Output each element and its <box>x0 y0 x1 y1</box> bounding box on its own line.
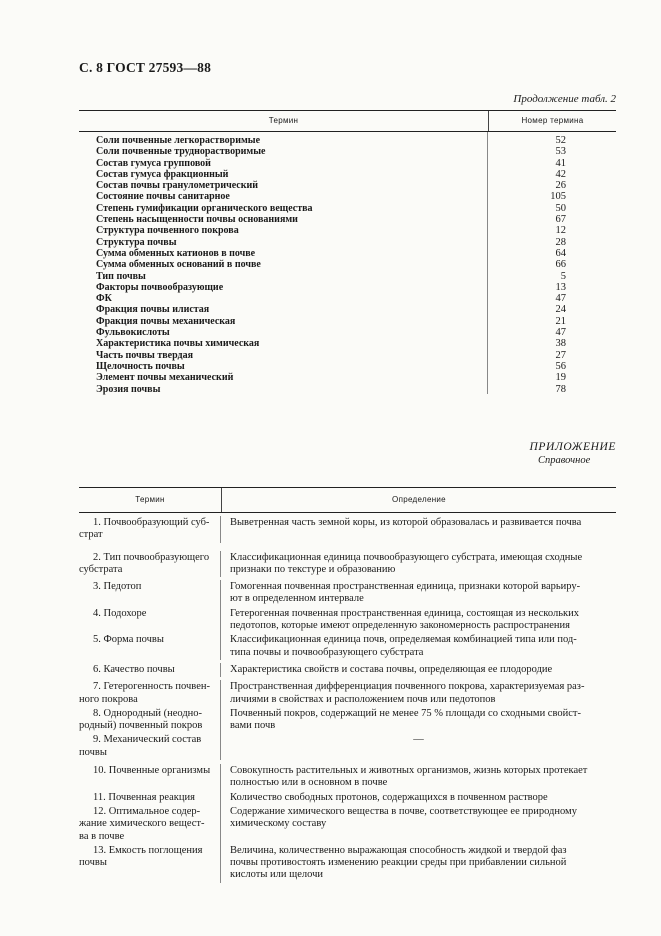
definition-text <box>221 707 616 734</box>
definition-term-line: ва в почве <box>79 830 125 842</box>
index-term-number: 21 <box>555 315 566 327</box>
definition-term-line: 3. Педотоп <box>93 581 142 593</box>
definition-term-line: 12. Оптимальное содер- <box>93 805 201 817</box>
definition-term-line: 13. Емкость поглощения <box>93 844 203 856</box>
index-term-number: 19 <box>555 372 566 384</box>
column-header-term: Термин <box>79 111 489 131</box>
index-term: Фульвокислоты <box>96 327 170 339</box>
index-term-number: 24 <box>555 304 566 316</box>
definition-row <box>79 707 616 734</box>
column-header-definition: Определение <box>392 495 446 504</box>
index-term: Факторы почвообразующие <box>96 281 224 293</box>
definition-text <box>221 516 616 543</box>
definition-text-line: типа почвы и почвообразующего субстрата <box>230 646 424 658</box>
definition-term-line: родный) почвенный покров <box>79 720 203 732</box>
index-term-number: 26 <box>555 180 566 192</box>
index-term-number: 66 <box>555 259 566 271</box>
index-term-number: 67 <box>555 214 566 226</box>
definition-row <box>79 844 616 883</box>
index-term: Состояние почвы санитарное <box>96 191 230 203</box>
index-term-number: 27 <box>555 349 566 361</box>
definition-text-line: полностью или в основном в почве <box>230 777 388 789</box>
index-term: Состав почвы гранулометрический <box>96 180 259 192</box>
index-term: Соли почвенные легкорастворимые <box>96 135 261 146</box>
definition-text <box>221 580 616 607</box>
definition-text-line: вами почв <box>230 720 276 732</box>
definition-term-line: 1. Почвообразующий суб- <box>93 517 210 528</box>
definition-text <box>221 733 616 760</box>
definition-text <box>221 680 616 707</box>
definition-term-line: 8. Однородный (неодно- <box>93 707 203 719</box>
definition-term-line: 11. Почвенная реакция <box>93 791 195 803</box>
index-term: Элемент почвы механический <box>96 372 234 384</box>
definition-row <box>79 764 616 791</box>
definition-term <box>79 764 221 791</box>
definition-text-line: — <box>413 734 424 746</box>
definition-text-line: педотопов, которые имеют определенную закономерность распространения <box>230 620 570 632</box>
index-term: Структура почвенного покрова <box>96 225 239 237</box>
definition-term-line: 9. Механический состав <box>93 734 202 746</box>
column-header-number: Номер термина <box>521 116 584 125</box>
definition-term <box>79 633 221 660</box>
definition-text <box>221 633 616 660</box>
index-term-number: 5 <box>560 270 566 282</box>
index-term: Сумма обменных катионов в почве <box>96 247 256 259</box>
definition-term <box>79 791 221 805</box>
definition-text-line: Содержание химического вещества в почве, соответствующее ее природному <box>230 805 577 817</box>
index-term-number: 50 <box>555 202 566 214</box>
terms-index-header <box>79 110 616 132</box>
index-term-number: 105 <box>550 191 566 203</box>
definition-term-line: ного покрова <box>79 693 138 705</box>
index-term-number: 38 <box>555 338 566 350</box>
index-term: Соли почвенные труднорастворимые <box>96 146 266 158</box>
index-term-number: 47 <box>555 293 566 305</box>
terms-index-body <box>79 132 616 395</box>
definition-text-line: Гомогенная почвенная пространственная единица, признаки которой варьиру- <box>230 581 581 593</box>
index-term: Фракция почвы механическая <box>96 315 236 327</box>
definition-term <box>79 844 221 883</box>
terms-index-table <box>79 110 616 395</box>
definition-term-line: 5. Форма почвы <box>93 634 164 646</box>
definition-text-line: Гетерогенная почвенная пространственная единица, состоящая из нескольких <box>230 607 579 619</box>
definition-term-line: 2. Тип почвообразующего <box>93 551 210 563</box>
definition-term-line: почвы <box>79 746 107 758</box>
definition-text <box>221 844 616 883</box>
index-term-number: 13 <box>555 281 566 293</box>
definition-row <box>79 663 616 680</box>
definition-text-line: Величина, количественно выражающая способность жидкой и твердой фаз <box>230 844 567 856</box>
definition-text-line: Пространственная дифференциация почвенного покрова, характеризуемая раз- <box>230 681 585 693</box>
definition-term <box>79 663 221 677</box>
definition-text <box>221 764 616 791</box>
definition-text-line: почвы противостоять изменению реакции среды при прибавлении сильной <box>230 857 567 869</box>
definitions-header <box>79 487 616 513</box>
definition-text-line: Почвенный покров, содержащий не менее 75 % площади со сходными свойст- <box>230 707 581 719</box>
definition-row <box>79 607 616 634</box>
definition-row <box>79 733 616 764</box>
definition-row <box>79 633 616 663</box>
definition-term-line: жание химического вещест- <box>79 818 205 830</box>
definition-row <box>79 580 616 607</box>
index-term-number: 12 <box>555 225 566 237</box>
definition-term-line: почвы <box>79 857 107 869</box>
definition-term <box>79 580 221 607</box>
definition-term-line: 7. Гетерогенность почвен- <box>93 681 210 693</box>
definition-text-line: личиями в свойствах и расположением почв или педотопов <box>230 693 496 705</box>
appendix-subtitle: Справочное <box>538 455 591 466</box>
definition-term <box>79 551 221 578</box>
index-term: Состав гумуса фракционный <box>96 168 229 180</box>
definition-term-line: 6. Качество почвы <box>93 663 175 675</box>
index-term: Часть почвы твердая <box>96 349 193 361</box>
definitions-table <box>79 487 616 883</box>
definition-text-line: признаки по текстуре и образованию <box>230 563 396 575</box>
index-term: Состав гумуса групповой <box>96 157 211 169</box>
index-term-number: 64 <box>555 247 566 259</box>
definition-text-line: Классификационная единица почвообразующего субстрата, имеющая сходные <box>230 551 583 563</box>
index-term: Фракция почвы илистая <box>96 304 210 316</box>
index-term: Эрозия почвы <box>96 383 161 395</box>
definition-text-line: Совокупность растительных и животных организмов, жизнь которых протекает <box>230 765 588 777</box>
index-term-number: 52 <box>555 135 566 146</box>
terms-column <box>79 132 488 394</box>
definition-term <box>79 805 221 844</box>
definition-text-line: кислоты или щелочи <box>230 869 323 881</box>
definition-row <box>79 680 616 707</box>
definition-text <box>221 805 616 844</box>
column-header-term: Термин <box>79 488 222 512</box>
definitions-body <box>79 513 616 883</box>
definition-term <box>79 680 221 707</box>
index-term-number: 56 <box>555 360 566 372</box>
definition-term-line: субстрата <box>79 563 123 575</box>
index-term-number: 47 <box>555 327 566 339</box>
page-header: С. 8 ГОСТ 27593—88 <box>79 60 212 75</box>
index-term-number: 28 <box>555 236 566 248</box>
definition-text <box>221 791 616 805</box>
index-term: Щелочность почвы <box>96 360 185 372</box>
definition-term-line: страт <box>79 529 103 541</box>
table-continuation-note: Продолжение табл. 2 <box>513 93 616 105</box>
definition-row <box>79 551 616 581</box>
definition-row <box>79 791 616 805</box>
definition-term-line: 10. Почвенные организмы <box>93 765 211 777</box>
definition-text-line: Характеристика свойств и состава почвы, определяющая ее плодородие <box>230 663 553 675</box>
index-term-number: 41 <box>555 157 566 169</box>
index-term-number: 42 <box>555 168 566 180</box>
definition-text-line: ют в определенном интервале <box>230 593 364 605</box>
index-term-number: 53 <box>555 146 566 158</box>
definition-term <box>79 733 221 760</box>
definition-text-line: Классификационная единица почв, определяемая комбинацией типа или под- <box>230 634 577 646</box>
definition-text <box>221 551 616 578</box>
numbers-column <box>488 132 616 395</box>
index-term: Тип почвы <box>96 270 146 282</box>
definition-term <box>79 607 221 634</box>
definition-term <box>79 707 221 734</box>
definition-row <box>79 805 616 844</box>
index-term: Степень насыщенности почвы основаниями <box>96 214 298 226</box>
index-term-number: 78 <box>555 383 566 395</box>
definition-text <box>221 607 616 634</box>
definition-term <box>79 516 221 543</box>
definition-text-line: химическому составу <box>230 818 327 830</box>
index-term: Сумма обменных оснований в почве <box>96 259 261 271</box>
index-term: Характеристика почвы химическая <box>96 338 260 350</box>
definition-text <box>221 663 616 677</box>
appendix-title: ПРИЛОЖЕНИЕ <box>529 441 616 453</box>
index-term: Степень гумификации органического вещества <box>96 202 313 214</box>
index-term: Структура почвы <box>96 236 177 248</box>
definition-row <box>79 513 616 551</box>
definition-text-line: Выветренная часть земной коры, из которой образовалась и развивается почва <box>230 517 582 528</box>
index-term: ФК <box>96 293 112 305</box>
definition-text-line: Количество свободных протонов, содержащихся в почвенном растворе <box>230 791 548 803</box>
definition-term-line: 4. Подохоре <box>93 607 147 619</box>
